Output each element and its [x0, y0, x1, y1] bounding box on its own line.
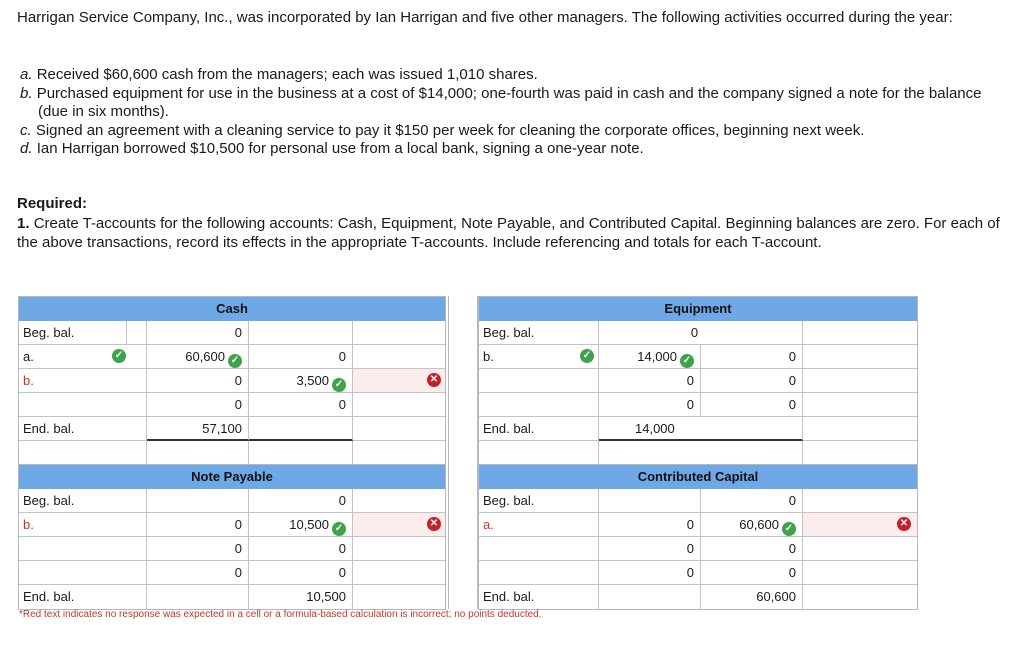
contributed-capital-r3-extra [803, 561, 917, 585]
cash-t-account [18, 296, 446, 466]
cash-beg-extra [353, 321, 445, 345]
note-payable-r1-label[interactable]: b. [19, 513, 147, 537]
cash-blank-2 [147, 441, 249, 465]
contributed-capital-r1-extra[interactable] [803, 513, 917, 537]
cash-blank-1 [19, 441, 147, 465]
cash-beg-label: Beg. bal. [19, 321, 127, 345]
equipment-r1-debit[interactable] [599, 345, 701, 369]
equipment-r1-extra [803, 345, 917, 369]
cash-r3-extra [353, 393, 445, 417]
cash-r1-credit[interactable]: 0 [249, 345, 353, 369]
equipment-t-account [478, 296, 918, 466]
note-payable-end-label: End. bal. [19, 585, 147, 609]
cash-end-credit[interactable] [249, 417, 353, 441]
contributed-capital-beg-extra [803, 489, 917, 513]
cash-r1-extra [353, 345, 445, 369]
contributed-capital-r2-label[interactable] [479, 537, 599, 561]
check-icon: ✓ [332, 378, 346, 392]
equipment-r2-label[interactable] [479, 369, 599, 393]
contributed-capital-r1-credit[interactable] [701, 513, 803, 537]
equipment-blank-1 [479, 441, 599, 465]
required-number: 1. [17, 215, 30, 232]
grading-footnote: *Red text indicates no response was expected in a cell or a formula-based calculation is incorrect; no points deducted. [19, 609, 542, 620]
contributed-capital-end-credit[interactable]: 60,600 [701, 585, 803, 609]
note-payable-beg-debit[interactable] [147, 489, 249, 513]
equipment-r2-extra [803, 369, 917, 393]
equipment-end-debit[interactable]: 14,000 [599, 417, 803, 441]
note-payable-r2-credit[interactable]: 0 [249, 537, 353, 561]
x-icon: ✕ [427, 373, 441, 387]
activity-b [20, 85, 1005, 122]
check-icon: ✓ [332, 522, 346, 536]
cash-r1-debit[interactable] [147, 345, 249, 369]
note-payable-r1-extra[interactable] [353, 513, 445, 537]
contributed-capital-r1-debit[interactable]: 0 [599, 513, 701, 537]
contributed-capital-r3-debit[interactable]: 0 [599, 561, 701, 585]
equipment-r3-label[interactable] [479, 393, 599, 417]
contributed-capital-r2-credit[interactable]: 0 [701, 537, 803, 561]
required-heading: Required: [17, 195, 88, 212]
note-payable-r3-credit[interactable]: 0 [249, 561, 353, 585]
cash-r2-label[interactable]: b. [19, 369, 147, 393]
note-payable-r1-debit[interactable]: 0 [147, 513, 249, 537]
note-payable-r3-label[interactable] [19, 561, 147, 585]
activity-text: Received $60,600 cash from the managers; each was issued 1,010 shares. [36, 66, 538, 83]
cash-beg-debit[interactable]: 0 [147, 321, 249, 345]
contributed-capital-t-account [478, 464, 918, 610]
equipment-r3-extra [803, 393, 917, 417]
note-payable-r2-debit[interactable]: 0 [147, 537, 249, 561]
cash-r3-debit[interactable]: 0 [147, 393, 249, 417]
amount: 3,500 [296, 373, 329, 388]
amount: 60,600 [739, 517, 779, 532]
activity-text: Purchased equipment for use in the business at a cost of $14,000; one-fourth was paid in cash and the company signed a note for the balance (due in six months). [36, 84, 982, 120]
note-payable-end-credit[interactable]: 10,500 [249, 585, 353, 609]
equipment-beg-debit[interactable] [599, 321, 803, 345]
contributed-capital-end-debit[interactable] [599, 585, 701, 609]
cash-r1-label[interactable] [19, 345, 147, 369]
cash-beg-credit[interactable] [249, 321, 353, 345]
note-payable-beg-label: Beg. bal. [19, 489, 147, 513]
check-icon: ✓ [112, 349, 126, 363]
account-divider [448, 296, 478, 609]
note-payable-r1-credit[interactable] [249, 513, 353, 537]
note-payable-end-debit[interactable] [147, 585, 249, 609]
ref-label: b. [483, 349, 494, 364]
note-payable-title: Note Payable [19, 465, 445, 489]
note-payable-r3-extra [353, 561, 445, 585]
check-icon: ✓ [782, 522, 796, 536]
note-payable-end-extra [353, 585, 445, 609]
activity-text: Signed an agreement with a cleaning service to pay it $150 per week for cleaning the corporate offices, beginning next week. [35, 121, 865, 139]
problem-intro: Harrigan Service Company, Inc., was incorporated by Ian Harrigan and five other managers. The following activities occurred during the year: [17, 9, 953, 26]
amount: 0 [690, 325, 699, 340]
contributed-capital-r2-extra [803, 537, 917, 561]
required-text: Create T-accounts for the following accounts: Cash, Equipment, Note Payable, and Contributed Capital. Beginning balances are zero. For each of the above transactions, record its effects in the appropriate T-accounts. Include referencing and totals for each T-account. [17, 215, 1000, 251]
contributed-capital-r1-label[interactable]: a. [479, 513, 599, 537]
x-icon: ✕ [897, 517, 911, 531]
equipment-r3-credit[interactable]: 0 [701, 393, 803, 417]
contributed-capital-r3-credit[interactable]: 0 [701, 561, 803, 585]
contributed-capital-beg-credit[interactable]: 0 [701, 489, 803, 513]
check-icon: ✓ [228, 354, 242, 368]
equipment-beg-credit[interactable] [803, 321, 917, 345]
note-payable-beg-extra [353, 489, 445, 513]
equipment-end-label: End. bal. [479, 417, 599, 441]
check-icon: ✓ [680, 354, 694, 368]
contributed-capital-title: Contributed Capital [479, 465, 917, 489]
equipment-r2-debit[interactable]: 0 [599, 369, 701, 393]
cash-title: Cash [19, 297, 445, 321]
equipment-r2-credit[interactable]: 0 [701, 369, 803, 393]
required-instruction [17, 214, 1007, 252]
cash-beg-check-cell [127, 321, 147, 345]
activity-c [20, 122, 1005, 141]
note-payable-r3-debit[interactable]: 0 [147, 561, 249, 585]
equipment-title: Equipment [479, 297, 917, 321]
note-payable-beg-credit[interactable]: 0 [249, 489, 353, 513]
cash-r3-label[interactable] [19, 393, 147, 417]
activity-d [20, 140, 1005, 159]
activity-letter: b. [20, 84, 33, 102]
note-payable-r2-label[interactable] [19, 537, 147, 561]
equipment-blank-3 [803, 441, 917, 465]
cash-r2-debit[interactable]: 0 [147, 369, 249, 393]
cash-r3-credit[interactable]: 0 [249, 393, 353, 417]
equipment-r1-label[interactable] [479, 345, 599, 369]
activity-a [20, 66, 1005, 85]
contributed-capital-r3-label[interactable] [479, 561, 599, 585]
cash-r2-extra[interactable] [353, 369, 445, 393]
note-payable-t-account [18, 464, 446, 610]
cash-end-debit[interactable]: 57,100 [147, 417, 249, 441]
contributed-capital-beg-debit[interactable] [599, 489, 701, 513]
contributed-capital-end-label: End. bal. [479, 585, 599, 609]
cash-r2-credit[interactable] [249, 369, 353, 393]
contributed-capital-r2-debit[interactable]: 0 [599, 537, 701, 561]
cash-blank-3 [249, 441, 353, 465]
amount: 14,000 [637, 349, 677, 364]
cash-blank-4 [353, 441, 445, 465]
check-icon: ✓ [580, 349, 594, 363]
equipment-blank-2 [599, 441, 803, 465]
equipment-end-extra [803, 417, 917, 441]
equipment-r3-debit[interactable]: 0 [599, 393, 701, 417]
cash-end-extra [353, 417, 445, 441]
contributed-capital-end-extra [803, 585, 917, 609]
equipment-beg-label: Beg. bal. [479, 321, 599, 345]
ref-label: a. [23, 349, 34, 364]
activity-text: Ian Harrigan borrowed $10,500 for personal use from a local bank, signing a one-year note. [36, 140, 644, 157]
equipment-r1-credit[interactable]: 0 [701, 345, 803, 369]
amount: 60,600 [185, 349, 225, 364]
activities-list [20, 66, 1005, 159]
activity-letter: a. [20, 66, 33, 83]
x-icon: ✕ [427, 517, 441, 531]
contributed-capital-beg-label: Beg. bal. [479, 489, 599, 513]
activity-letter: d. [20, 140, 33, 157]
note-payable-r2-extra [353, 537, 445, 561]
amount: 10,500 [289, 517, 329, 532]
activity-letter: c. [20, 121, 32, 139]
cash-end-label: End. bal. [19, 417, 147, 441]
